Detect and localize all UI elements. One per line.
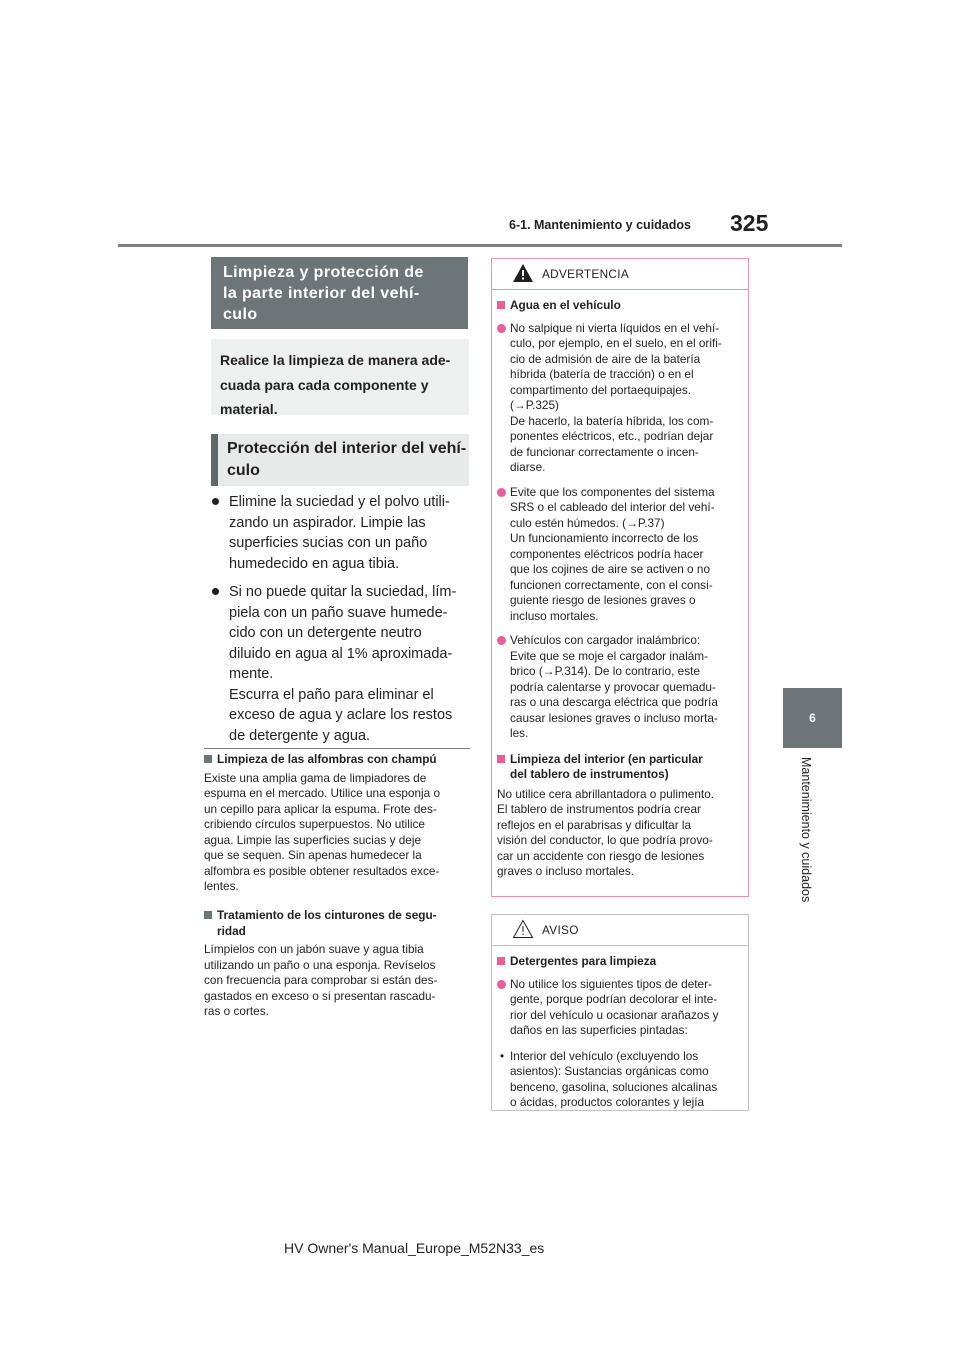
circle-bullet-icon [497,324,506,333]
square-bullet-icon [497,755,505,763]
warning-line: Evite que los componentes del sistema [510,484,715,499]
warning-line: podría calentarse y provocar quemadu- [510,679,716,694]
square-bullet-icon [204,911,212,919]
note-line: con frecuencia para comprobar si están des- [204,973,438,987]
bullet-dot-icon [212,498,219,505]
note-line: gastados en exceso o si presentan rascadu- [204,988,436,1003]
list-item-line: exceso de agua y aclare los restos [229,707,453,723]
warning-line: que los cojines de aire se activen o no [510,562,711,576]
carpet-cleaning-note [204,752,470,895]
warning-line: El tablero de instrumentos podría crear [497,802,701,816]
warning-line: compartimento del portaequipajes. [510,382,691,397]
caution-header [492,915,748,946]
list-item-line: piela con un paño suave humede- [229,604,448,621]
warning-line: les. [510,726,529,740]
warning-line: funcionen correctamente, con el consi- [510,577,713,592]
list-item [212,492,470,574]
chapter-label: Mantenimiento y cuidados [799,757,813,903]
warning-line: ras o una descarga eléctrica que podría [510,695,718,709]
list-item-line: humedecido en agua tibia. [229,555,400,572]
intro-summary [211,339,469,415]
caution-box [491,914,749,1111]
list-item-line: cido con un detergente neutro [229,625,422,641]
caution-line: o ácidas, productos colorantes y lejía [510,1095,705,1109]
note-line: ras o cortes. [204,1004,269,1018]
warning-line: incluso mortales. [510,608,599,623]
warning-line: De hacerlo, la batería híbrida, los com- [510,413,714,428]
header-divider [118,244,842,247]
note-heading: ridad [217,923,246,938]
caution-line: daños en las superficies pintadas: [510,1023,688,1037]
caution-triangle-icon [512,919,534,939]
note-line: cribiendo círculos superpuestos. No utilice [204,817,425,831]
warning-line: car un accidente con riesgo de lesiones [497,848,705,863]
subsection-title [211,434,469,486]
intro-line: material. [220,401,278,417]
note-line: un cepillo para aplicar la espuma. Frote des- [204,801,437,816]
caution-line: asientos): Sustancias orgánicas como [510,1064,709,1078]
list-item-line: Elimine la suciedad y el polvo utili- [229,494,450,510]
seatbelt-cleaning-note [204,908,470,1020]
warning-heading: Limpieza del interior (en particular [510,751,703,766]
list-item-line: diluido en agua al 1% aproximada- [229,645,453,662]
warning-heading: Agua en el vehículo [510,298,621,312]
note-line: espuma en el mercado. Utilice una esponja o [204,786,441,800]
note-line: utilizando un paño o una esponja. Revíselos [204,957,436,972]
section-title-line: Limpieza y protección de [223,263,424,281]
caution-line: No utilice los siguientes tipos de deter- [510,976,712,991]
warning-line: brico (→P.314). De lo contrario, este [510,664,700,678]
warning-line: cio de admisión de aire de la batería [510,351,701,366]
section-reference: 6-1. Mantenimiento y cuidados [509,218,691,232]
warning-line: ponentes eléctricos, etc., podrían dejar [510,429,714,443]
circle-bullet-icon [497,488,506,497]
warning-title: ADVERTENCIA [542,267,629,281]
circle-bullet-icon [497,636,506,645]
section-title [211,257,468,329]
manual-footer: HV Owner's Manual_Europe_M52N33_es [284,1240,545,1256]
square-bullet-icon [497,957,505,965]
note-line: que se sequen. Sin apenas humedecer la [204,848,422,862]
warning-item [497,633,743,742]
caution-heading: Detergentes para limpieza [510,954,657,968]
caution-line: rior del vehículo u ocasionar arañazos y [510,1007,719,1022]
warning-line: No utilice cera abrillantadora o pulimento. [497,786,715,801]
warning-line: Un funcionamiento incorrecto de los [510,531,699,545]
intro-line: cuada para cada componente y [220,376,429,393]
warning-line: guiente riesgo de lesiones graves o [510,593,696,607]
list-item-line: Escurra el paño para eliminar el [229,686,434,703]
note-heading: Limpieza de las alfombras con champú [217,752,437,766]
subsection-title-line: Protección del interior del vehí- [227,440,467,457]
warning-line: SRS o el cableado del interior del vehí- [510,500,715,514]
note-line: alfombra es posible obtener resultados exce- [204,863,440,878]
note-line: agua. Limpie las superficies sucias y deje [204,832,422,847]
warning-box [491,258,749,897]
caution-title: AVISO [542,923,579,937]
circle-bullet-icon [497,980,506,989]
list-item-line: superficies sucias con un paño [229,535,428,551]
square-bullet-icon [204,755,212,763]
caution-item [497,977,743,1039]
warning-line: causar lesiones graves o incluso morta- [510,710,718,725]
notes-divider [204,748,470,749]
caution-line: gente, porque podrían decolorar el inte- [510,992,718,1006]
warning-line: graves o incluso mortales. [497,864,635,878]
warning-line: reflejos en el parabrisas y dificultar la [497,817,692,832]
caution-line: Interior del vehículo (excluyendo los [510,1048,699,1063]
warning-line: culo estén húmedos. (→P.37) [510,515,665,530]
list-item-line: zando un aspirador. Limpie las [229,514,426,531]
list-item [212,582,470,746]
warning-triangle-icon [512,263,534,283]
small-bullet-icon: • [500,1048,505,1063]
list-item-line: mente. [229,666,274,682]
note-line: Existe una amplia gama de limpiadores de [204,770,427,785]
warning-line: visión del conductor, lo que podría provo- [497,833,713,847]
warning-item [497,485,743,625]
warning-line: (→P.325) [510,398,559,412]
list-item-line: de detergente y agua. [229,727,371,744]
warning-line: híbrida (batería de tracción) o en el [510,367,694,381]
warning-line: diarse. [510,460,546,474]
warning-heading: del tablero de instrumentos) [510,767,669,781]
intro-line: Realice la limpieza de manera ade- [220,352,451,368]
warning-line: componentes eléctricos podría hacer [510,546,704,561]
section-title-line: culo [223,305,258,323]
warning-line: Evite que se moje el cargador inalám- [510,648,709,663]
subsection-title-line: culo [227,462,260,479]
square-bullet-icon [497,301,505,309]
warning-line: culo, por ejemplo, en el suelo, en el orifi- [510,336,722,350]
section-title-line: la parte interior del vehí- [223,284,420,302]
chapter-tab: 6 [783,688,842,748]
main-bullet-list [212,492,470,754]
warning-item [497,321,743,476]
caution-line: benceno, gasolina, soluciones alcalinas [510,1079,718,1094]
warning-line: No salpique ni vierta líquidos en el vehí- [510,320,720,335]
note-line: lentes. [204,879,239,893]
caution-subitem [497,1049,743,1111]
warning-line: Vehículos con cargador inalámbrico: [510,633,701,647]
warning-paragraph [497,787,743,880]
warning-line: de funcionar correctamente o incen- [510,444,699,459]
warning-header [492,259,748,290]
note-heading: Tratamiento de los cinturones de segu- [217,908,437,922]
page-number: 325 [730,210,769,236]
note-line: Límpielos con un jabón suave y agua tibia [204,942,424,956]
bullet-dot-icon [212,588,219,595]
list-item-line: Si no puede quitar la suciedad, lím- [229,584,457,600]
